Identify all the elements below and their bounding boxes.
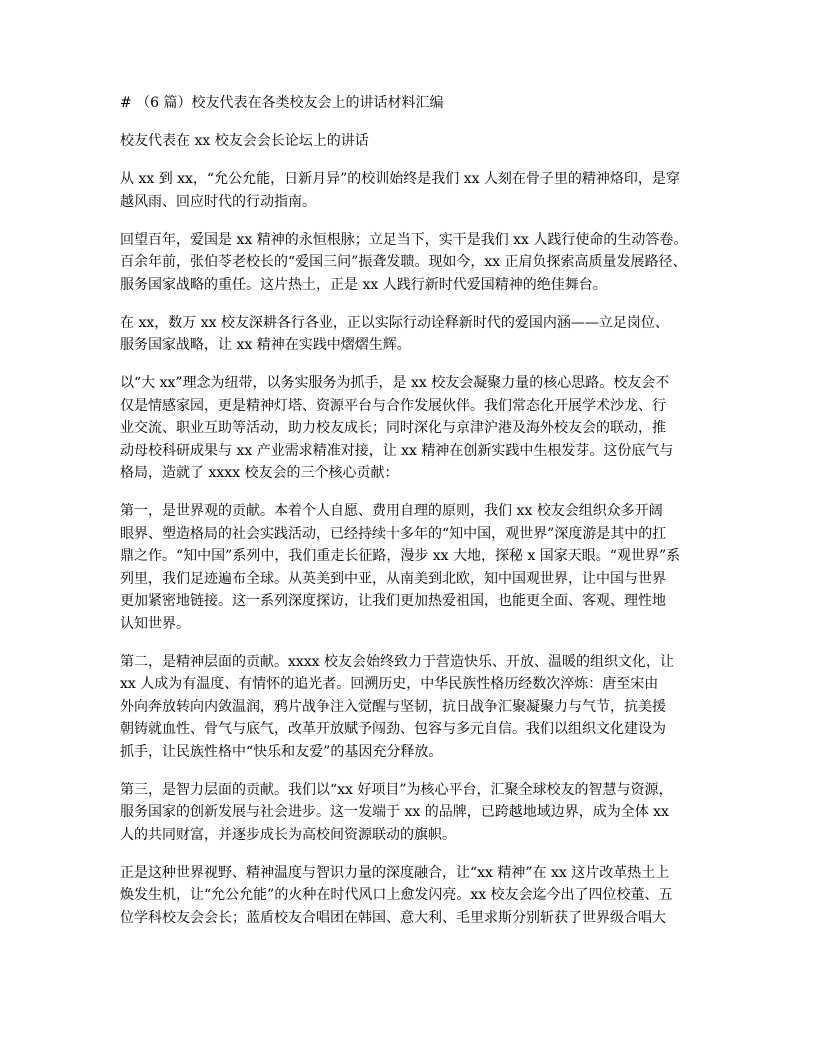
- document-subheading: [120, 130, 698, 153]
- paragraph-line: 仅是情感家园，更是精神灯塔、资源平台与合作发展伙伴。我们常态化开展学术沙龙、行: [120, 397, 666, 414]
- paragraph: [120, 168, 698, 213]
- paragraph-line: 第一，是世界观的贡献。本着个人自愿、费用自理的原则，我们 xx 校友会组织众多开阔: [120, 503, 663, 519]
- paragraph-line: 焕发生机，让“允公允能”的火种在时代风口上愈发闪亮。xx 校友会迄今出了四位校董、五: [120, 887, 673, 903]
- paragraph-line: 服务国家战略，让 xx 精神在实践中熠熠生辉。: [120, 337, 411, 353]
- document-body: [120, 92, 698, 945]
- paragraph-line: 回望百年，爱国是 xx 精神的永恒根脉；立足当下，实干是我们 xx 人践行使命的生动答卷。: [120, 231, 688, 248]
- paragraph-line: 抓手，让民族性格中“快乐和友爱”的基因充分释放。: [120, 743, 443, 760]
- paragraph-line: 外向奔放转向内敛温润，鸦片战争注入觉醒与坚韧，抗日战争汇聚凝聚力与气节，抗美援: [120, 698, 666, 715]
- paragraph: [120, 651, 698, 764]
- paragraph: [120, 229, 698, 297]
- paragraph-line: 位学科校友会会长；蓝盾校友合唱团在韩国、意大利、毛里求斯分别斩获了世界级合唱大: [120, 909, 666, 926]
- paragraph-line: 在 xx，数万 xx 校友深耕各行各业，正以实际行动诠释新时代的爱国内涵——立足岗位、: [120, 314, 669, 331]
- subheading-line: 校友代表在 xx 校友会会长论坛上的讲话: [120, 133, 369, 149]
- paragraph-line: 格局，造就了 xxxx 校友会的三个核心贡献：: [120, 465, 399, 481]
- heading-line: # （6 篇）校友代表在各类校友会上的讲话材料汇编: [120, 95, 444, 111]
- paragraph-line: 人的共同财富，并逐步成长为高校间资源联动的旗帜。: [120, 826, 456, 843]
- paragraph-line: 认知世界。: [120, 615, 190, 632]
- paragraph: [120, 312, 698, 357]
- paragraph-line: 第三，是智力层面的贡献。我们以“xx 好项目”为核心平台，汇聚全球校友的智慧与资源，: [120, 781, 673, 798]
- paragraph-line: 更加紧密地链接。这一系列深度探访，让我们更加热爱祖国，也能更全面、客观、理性地: [120, 593, 666, 609]
- paragraph-line: 正是这种世界视野、精神温度与智识力量的深度融合，让“xx 精神”在 xx 这片改革热土上: [120, 864, 670, 881]
- paragraph-line: 百余年前，张伯苓老校长的“爱国三问”振聋发聩。现如今，xx 正肩负探索高质量发展路径、: [120, 254, 687, 270]
- paragraph: [120, 779, 698, 847]
- paragraph-line: 业交流、职业互助等活动，助力校友成长；同时深化与京津沪港及海外校友会的联动，推: [120, 420, 666, 436]
- paragraph-line: 朝铸就血性、骨气与底气，改革开放赋予闯劲、包容与多元自信。我们以组织文化建设为: [120, 721, 666, 737]
- paragraph-line: 以“大 xx”理念为纽带，以务实服务为抓手，是 xx 校友会凝聚力量的核心思路。校友会不: [120, 375, 670, 391]
- paragraph-line: 服务国家战略的重任。这片热土，正是 xx 人践行新时代爱国精神的绝佳舞台。: [120, 276, 607, 293]
- paragraph-line: 服务国家的创新发展与社会进步。这一发端于 xx 的品牌，已跨越地域边界，成为全体 xx: [120, 804, 669, 820]
- paragraph-line: 越风雨、回应时代的行动指南。: [120, 193, 316, 210]
- paragraph: [120, 372, 698, 485]
- document-heading: [120, 92, 698, 115]
- paragraph-line: 列里，我们足迹遍布全球。从英美到中亚，从南美到北欧，知中国观世界，让中国与世界: [120, 570, 666, 587]
- paragraph-line: 动母校科研成果与 xx 产业需求精准对接，让 xx 精神在创新实践中生根发芽。这份底气与: [120, 442, 674, 459]
- paragraph-list: [120, 168, 698, 929]
- paragraph-line: 眼界、塑造格局的社会实践活动，已经持续十多年的“知中国，观世界”深度游是其中的扛: [120, 525, 667, 542]
- paragraph: [120, 500, 698, 635]
- paragraph: [120, 862, 698, 930]
- paragraph-line: xx 人成为有温度、有情怀的追光者。回溯历史，中华民族性格历经数次淬炼：唐至宋由: [120, 676, 659, 692]
- paragraph-line: 从 xx 到 xx，“允公允能，日新月异”的校训始终是我们 xx 人刻在骨子里的精神烙印，是穿: [120, 171, 680, 187]
- paragraph-line: 第二，是精神层面的贡献。xxxx 校友会始终致力于营造快乐、开放、温暖的组织文化，让: [120, 653, 675, 670]
- paragraph-line: 鼎之作。“知中国”系列中，我们重走长征路，漫步 xx 大地，探秘 x 国家天眼。“观世界”系: [120, 548, 681, 564]
